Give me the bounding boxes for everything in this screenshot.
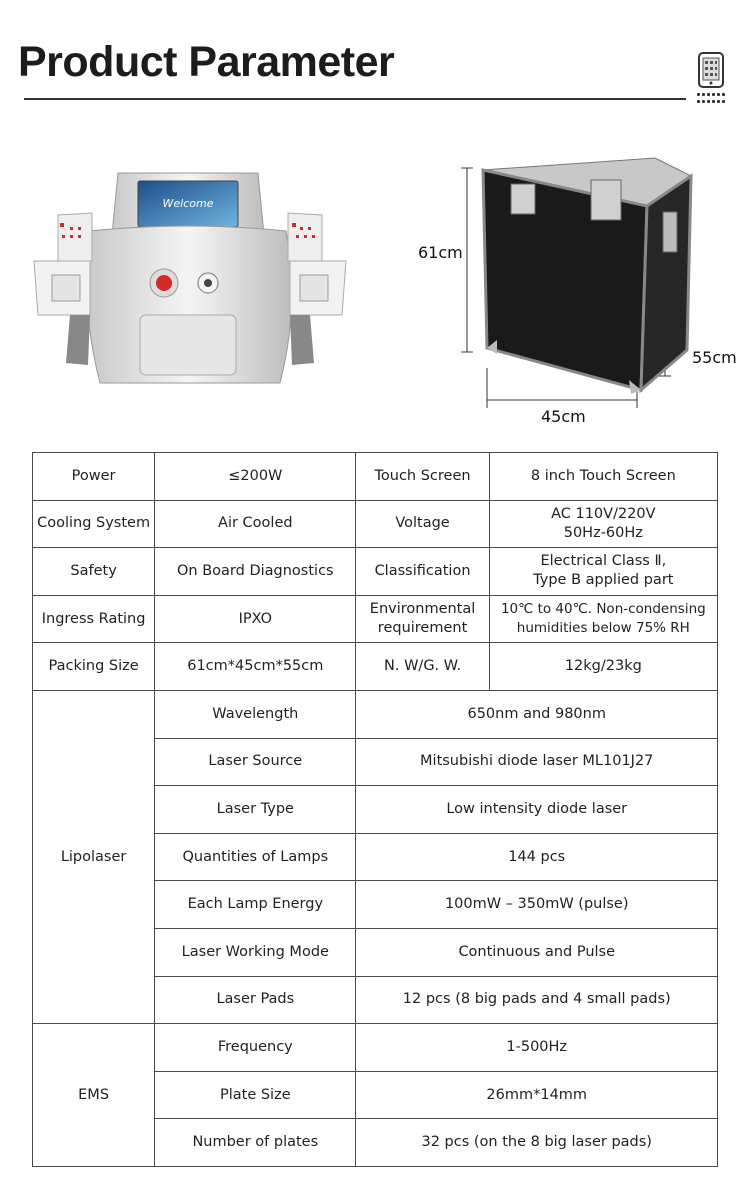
- label-line: Environmental: [369, 601, 476, 618]
- value-cell: Air Cooled: [155, 500, 356, 548]
- value-cell: [489, 548, 717, 596]
- label-cell: Quantities of Lamps: [155, 833, 356, 881]
- table-row: [33, 1024, 718, 1072]
- label-cell: Number of plates: [155, 1119, 356, 1167]
- label-cell: Plate Size: [155, 1071, 356, 1119]
- label-cell: Laser Working Mode: [155, 928, 356, 976]
- label-cell: Cooling System: [33, 500, 155, 548]
- case-width-label: 45cm: [541, 407, 586, 426]
- value-cell: On Board Diagnostics: [155, 548, 356, 596]
- value-cell: 650nm and 980nm: [356, 690, 718, 738]
- label-cell: Wavelength: [155, 690, 356, 738]
- label-cell: Voltage: [356, 500, 489, 548]
- label-cell: Safety: [33, 548, 155, 596]
- case-depth-label: 55cm: [692, 348, 737, 367]
- value-cell: 12kg/23kg: [489, 643, 717, 691]
- case-height-label: 61cm: [418, 243, 463, 262]
- value-cell: [489, 595, 717, 643]
- label-cell: Laser Type: [155, 786, 356, 834]
- phone-icon: [698, 52, 724, 88]
- group-cell-lipolaser: Lipolaser: [33, 690, 155, 1023]
- value-line: 10℃ to 40℃. Non-condensing: [500, 601, 706, 618]
- flight-case-image: [415, 150, 745, 430]
- label-line: requirement: [377, 620, 468, 637]
- value-cell: 1-500Hz: [356, 1024, 718, 1072]
- table-row: [33, 690, 718, 738]
- value-cell: Continuous and Pulse: [356, 928, 718, 976]
- dots-grid-icon: [696, 90, 726, 104]
- label-cell: N. W/G. W.: [356, 643, 489, 691]
- label-cell: Laser Pads: [155, 976, 356, 1024]
- value-cell: 100mW – 350mW (pulse): [356, 881, 718, 929]
- label-cell: Touch Screen: [356, 453, 489, 501]
- value-cell: 144 pcs: [356, 833, 718, 881]
- value-line: Electrical Class Ⅱ,: [540, 553, 667, 570]
- label-cell: Classification: [356, 548, 489, 596]
- label-cell: Packing Size: [33, 643, 155, 691]
- value-cell: IPXO: [155, 595, 356, 643]
- value-cell: 12 pcs (8 big pads and 4 small pads): [356, 976, 718, 1024]
- value-cell: Mitsubishi diode laser ML101J27: [356, 738, 718, 786]
- value-cell: 32 pcs (on the 8 big laser pads): [356, 1119, 718, 1167]
- machine-screen-text: Welcome: [162, 197, 214, 210]
- table-row: [33, 595, 718, 643]
- lipolaser-machine-image: [30, 165, 350, 387]
- value-cell: 61cm*45cm*55cm: [155, 643, 356, 691]
- label-cell: Frequency: [155, 1024, 356, 1072]
- label-cell: Power: [33, 453, 155, 501]
- label-cell: Laser Source: [155, 738, 356, 786]
- table-row: [33, 500, 718, 548]
- label-cell: [356, 595, 489, 643]
- page-title: Product Parameter: [18, 38, 395, 86]
- value-line: AC 110V/220V: [551, 505, 656, 522]
- value-cell: Low intensity diode laser: [356, 786, 718, 834]
- label-cell: Ingress Rating: [33, 595, 155, 643]
- group-cell-ems: EMS: [33, 1024, 155, 1167]
- value-cell: 26mm*14mm: [356, 1071, 718, 1119]
- value-cell: ≤200W: [155, 453, 356, 501]
- title-divider: [24, 98, 686, 100]
- spec-table: [32, 452, 718, 1167]
- value-line: Type B applied part: [533, 572, 674, 589]
- label-cell: Each Lamp Energy: [155, 881, 356, 929]
- table-row: [33, 548, 718, 596]
- value-line: 50Hz-60Hz: [563, 524, 643, 541]
- table-row: [33, 453, 718, 501]
- value-cell: 8 inch Touch Screen: [489, 453, 717, 501]
- table-row: [33, 643, 718, 691]
- value-cell: [489, 500, 717, 548]
- value-line: humidities below 75% RH: [516, 620, 690, 637]
